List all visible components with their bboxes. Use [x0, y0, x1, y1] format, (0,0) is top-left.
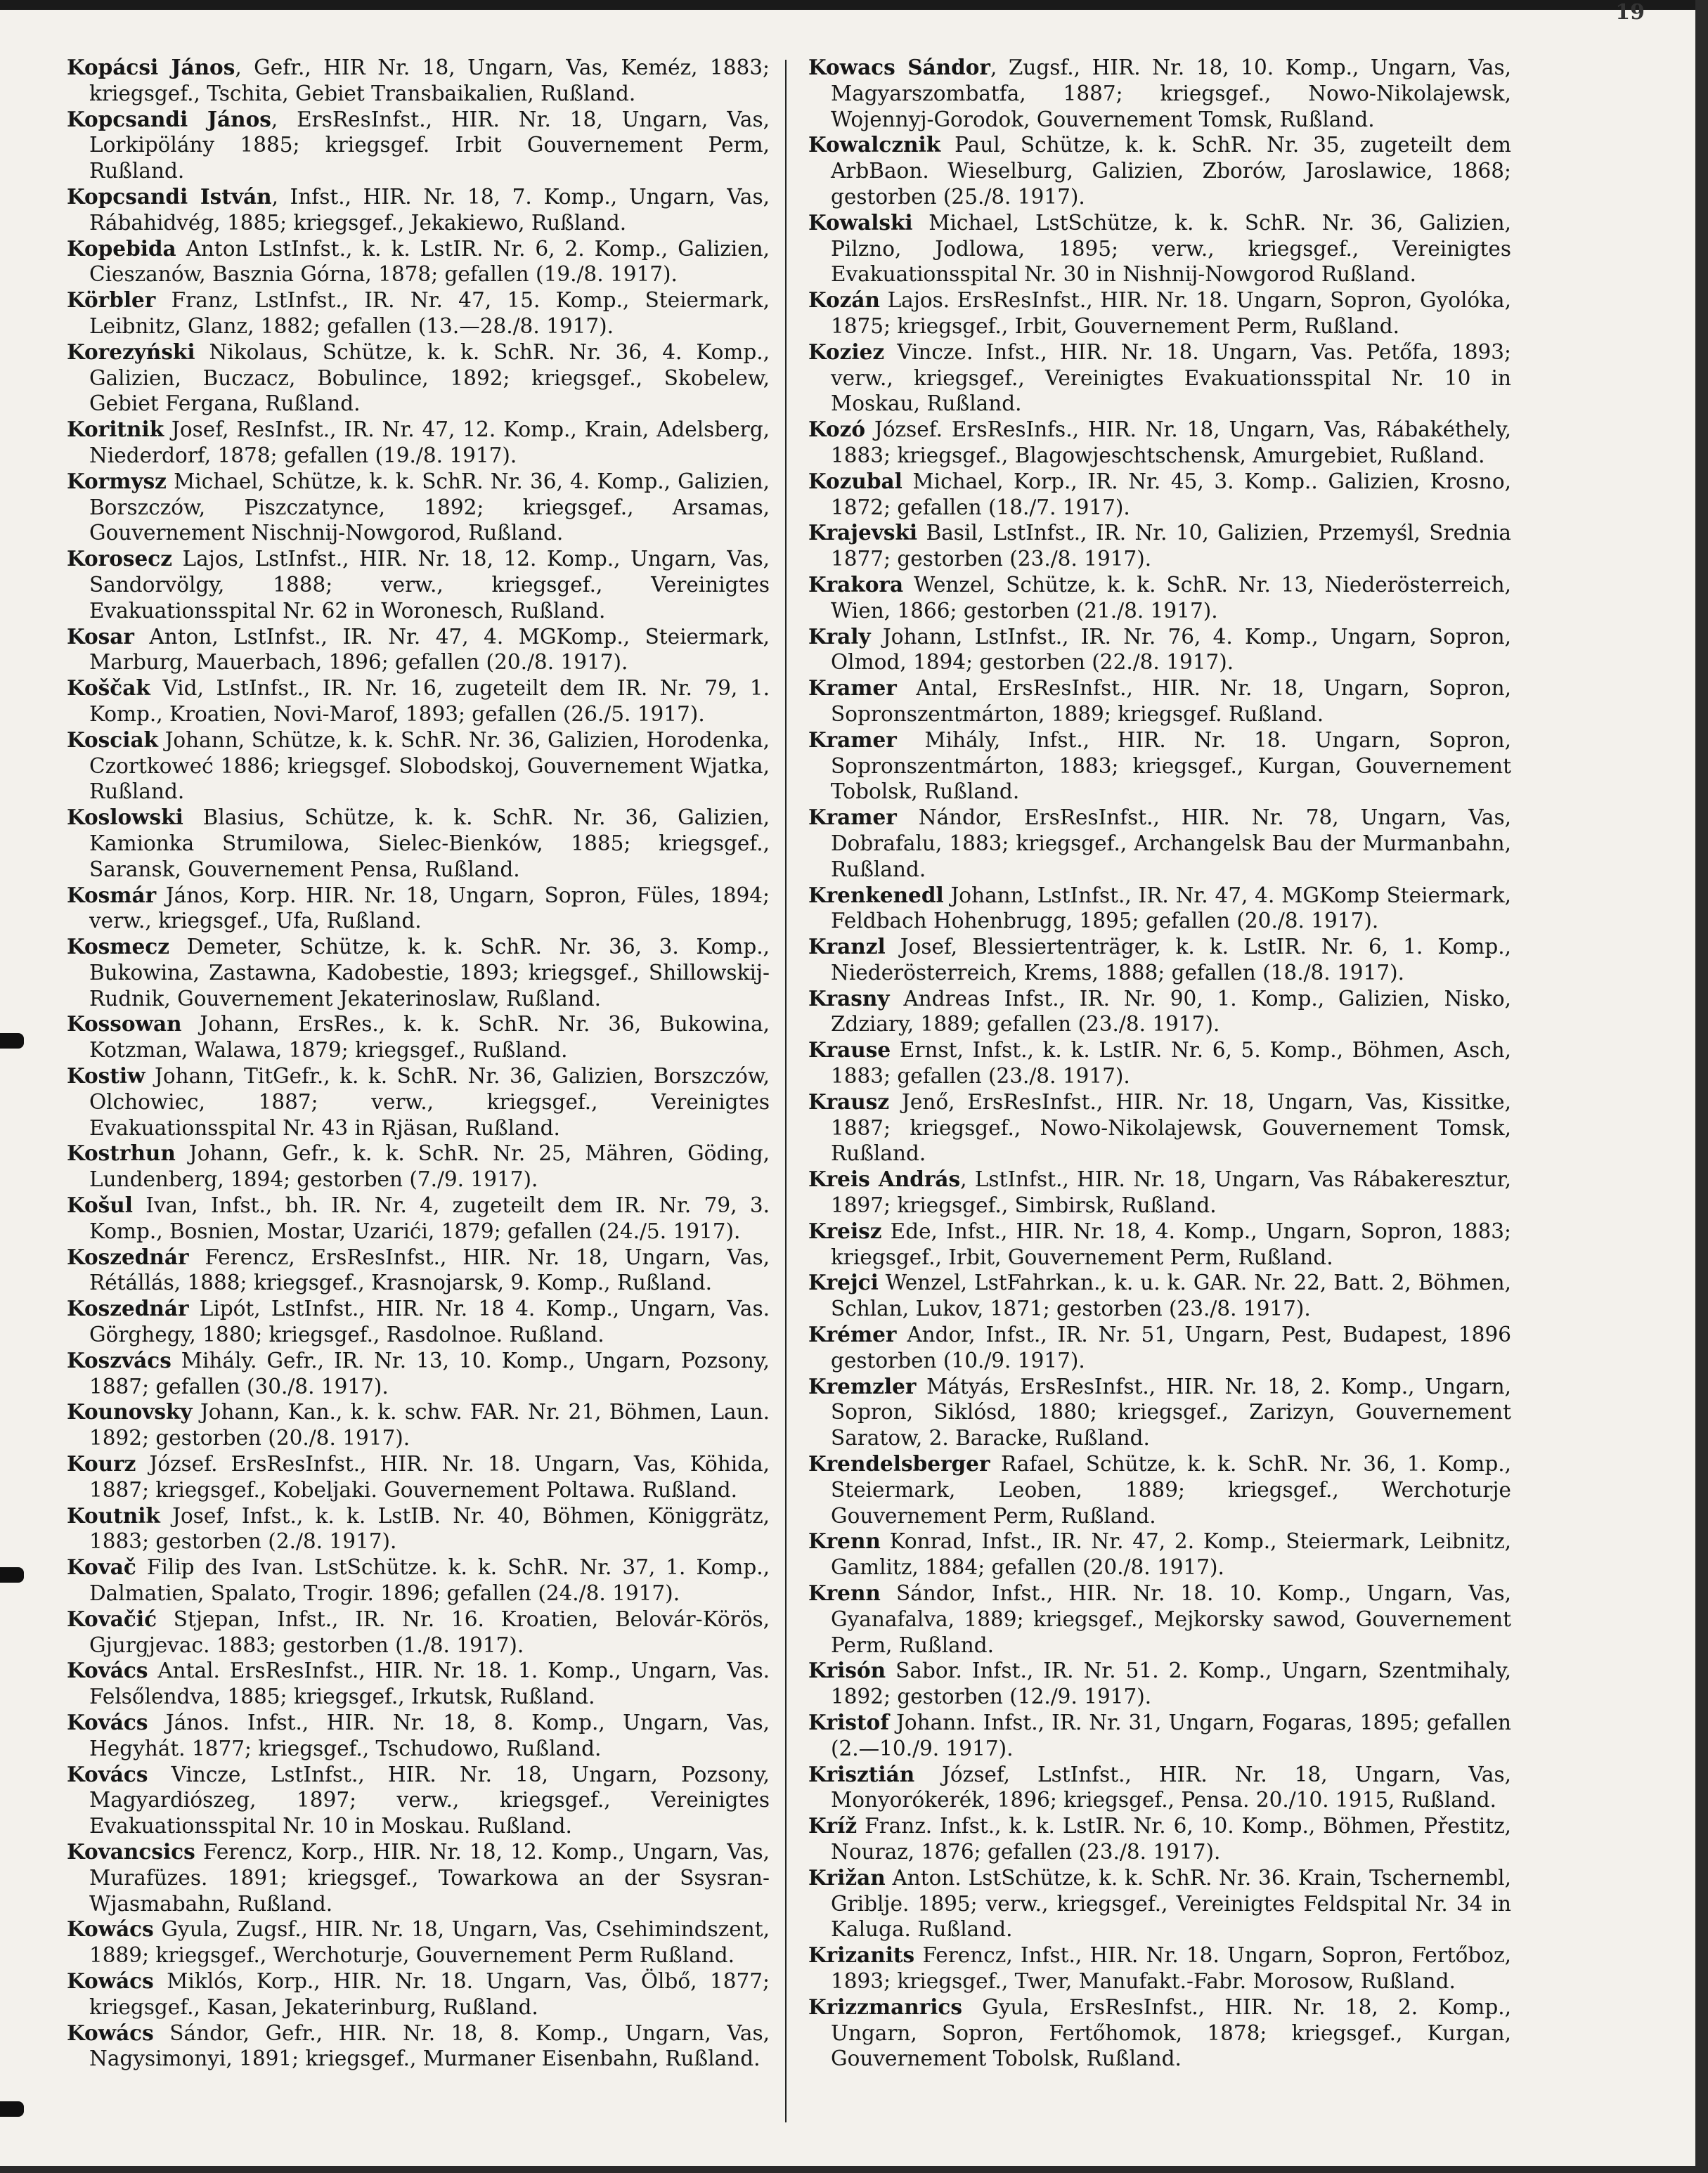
entry-surname: Kopcsandi István — [67, 183, 272, 209]
register-entry — [67, 1658, 770, 1710]
register-entry — [67, 1968, 770, 2020]
register-entry — [67, 675, 770, 727]
entry-surname: Kovancsics — [67, 1838, 195, 1864]
entry-surname: Kovács — [67, 1710, 148, 1734]
entry-details: Nándor, ErsResInfst., HIR. Nr. 78, Ungarn, Vas, Dobrafalu, 1883; kriegsgef., Archangelsk Bau der Murmanbahn, Rußland. — [831, 805, 1511, 881]
entry-details: Johann, Kan., k. k. schw. FAR. Nr. 21, Böhmen, Laun. 1892; gestorben (20./8. 1917). — [89, 1400, 770, 1451]
register-entry — [67, 1839, 770, 1916]
register-entry — [808, 1942, 1511, 1994]
entry-details: Demeter, Schütze, k. k. SchR. Nr. 36, 3. Komp., Bukowina, Zastawna, Kadobestie, 1893; kriegsgef., Shillowskij-Rudnik, Gouvernement Jekaterinoslaw, Rußland. — [89, 935, 770, 1011]
entry-details: , ErsResInfst., HIR. Nr. 18, Ungarn, Vas, Lorkipölány 1885; kriegsgef. Irbit Gouvernement Perm, Rußland. — [89, 107, 770, 183]
entry-details: Andor, Infst., IR. Nr. 51, Ungarn, Pest, Budapest, 1896 gestorben (10./9. 1917). — [831, 1323, 1511, 1373]
entry-surname: Kopebida — [67, 235, 176, 261]
entry-surname: Kramer — [808, 727, 897, 752]
register-entry — [67, 469, 770, 546]
entry-surname: Kosar — [67, 623, 134, 649]
register-entry — [67, 1555, 770, 1607]
register-entry — [808, 55, 1511, 132]
entry-details: Johann. Infst., IR. Nr. 31, Ungarn, Fogaras, 1895; gefallen (2.—10./9. 1917). — [831, 1711, 1511, 1760]
entry-details: Franz, LstInfst., IR. Nr. 47, 15. Komp., Steiermark, Leibnitz, Glanz, 1882; gefallen (13.—28./8. 1917). — [89, 288, 770, 338]
entry-details: Josef, ResInfst., IR. Nr. 47, 12. Komp., Krain, Adelsberg, Niederdorf, 1878; gefallen (19./8. 1917). — [89, 417, 770, 467]
entry-details: Vid, LstInfst., IR. Nr. 16, zugeteilt dem IR. Nr. 79, 1. Komp., Kroatien, Novi-Marof, 1893; gefallen (26./5. 1917). — [89, 676, 770, 726]
register-entry — [67, 339, 770, 417]
register-entry — [67, 624, 770, 676]
entry-surname: Krenn — [808, 1581, 881, 1606]
entry-details: Josef, Blessiertenträger, k. k. LstIR. Nr. 6, 1. Komp., Niederösterreich, Krems, 1888; gefallen (18./8. 1917). — [831, 935, 1511, 985]
register-entry — [67, 287, 770, 339]
entry-surname: Kossowan — [67, 1011, 182, 1037]
entry-surname: Krenkenedl — [808, 882, 944, 907]
register-entry — [808, 1994, 1511, 2072]
entry-surname: Krause — [808, 1037, 891, 1063]
page-edge-bottom — [0, 2166, 1708, 2173]
entry-details: Blasius, Schütze, k. k. SchR. Nr. 36, Galizien, Kamionka Strumilowa, Sielec-Bienków, 1885; kriegsgef., Saransk, Gouvernement Pensa, Rußland. — [89, 805, 770, 881]
register-entry — [808, 132, 1511, 209]
entry-surname: Koszvács — [67, 1347, 172, 1373]
register-entry — [808, 1451, 1511, 1529]
entry-details: Jenő, ErsResInfst., HIR. Nr. 18, Ungarn, Vas, Kissitke, 1887; kriegsgef., Nowo-Nikolajewsk, Gouvernement Tomsk, Rußland. — [831, 1089, 1511, 1166]
entry-details: Wenzel, LstFahrkan., k. u. k. GAR. Nr. 22, Batt. 2, Böhmen, Schlan, Lukov, 1871; gestorben (23./8. 1917). — [831, 1271, 1511, 1321]
entry-details: Johann, TitGefr., k. k. SchR. Nr. 36, Galizien, Borszczów, Olchowiec, 1887; verw., kriegsgef., Vereinigtes Evakuationsspital Nr. 43 in Rjäsan, Rußland. — [89, 1064, 770, 1140]
register-entry — [67, 805, 770, 882]
entry-details: , Zugsf., HIR. Nr. 18, 10. Komp., Ungarn, Vas, Magyarszombatfa, 1887; kriegsgef., Nowo-Nikolajewsk, Wojennyj-Gorodok, Gouvernement Tomsk, Rußland. — [831, 56, 1512, 131]
entry-details: Mihály. Gefr., IR. Nr. 13, 10. Komp., Ungarn, Pozsony, 1887; gefallen (30./8. 1917). — [89, 1348, 770, 1399]
entry-surname: Kopácsi János — [67, 55, 235, 79]
entry-details: Anton. LstSchütze, k. k. SchR. Nr. 36. Krain, Tschernembl, Griblje. 1895; verw., kriegsgef., Vereinigtes Feldspital Nr. 34 in Kaluga. Rußland. — [831, 1865, 1511, 1942]
entry-details: Michael, Schütze, k. k. SchR. Nr. 36, 4. Komp., Galizien, Borszczów, Piszczatynce, 1892; kriegsgef., Arsamas, Gouvernement Nischnij-Nowgorod, Rußland. — [89, 469, 770, 545]
entry-surname: Kristof — [808, 1710, 889, 1734]
right-column — [808, 55, 1511, 2072]
entry-surname: Krizanits — [808, 1942, 915, 1968]
entry-surname: Kranzl — [808, 934, 886, 959]
entry-details: , Infst., HIR. Nr. 18, 7. Komp., Ungarn, Vas, Rábahidvég, 1885; kriegsgef., Jekakiewo, Rußland. — [89, 184, 770, 235]
register-entry — [67, 1141, 770, 1193]
register-entry — [808, 520, 1511, 572]
register-entry — [67, 546, 770, 623]
entry-surname: Koszednár — [67, 1296, 189, 1321]
register-entry — [67, 1348, 770, 1400]
entry-details: Ferencz, Korp., HIR. Nr. 18, 12. Komp., Ungarn, Vas, Murafüzes. 1891; kriegsgef., Towarkowa an der Ssysran-Wjasmabahn, Rußland. — [89, 1839, 770, 1916]
entry-surname: Kosciak — [67, 727, 158, 752]
entry-details: Johann, Schütze, k. k. SchR. Nr. 36, Galizien, Horodenka, Czortkoweć 1886; kriegsgef. Slobodskoj, Gouvernement Wjatka, Rußland. — [89, 727, 770, 804]
entry-surname: Krémer — [808, 1322, 897, 1347]
entry-details: Konrad, Infst., IR. Nr. 47, 2. Komp., Steiermark, Leibnitz, Gamlitz, 1884; gefallen (20./8. 1917). — [831, 1529, 1511, 1580]
register-entry — [67, 55, 770, 107]
page-edge-top — [0, 0, 1708, 10]
entry-details: Ivan, Infst., bh. IR. Nr. 4, zugeteilt dem IR. Nr. 79, 3. Komp., Bosnien, Mostar, Uzarići, 1879; gefallen (24./5. 1917). — [89, 1193, 770, 1243]
entry-details: József. ErsResInfs., HIR. Nr. 18, Ungarn, Vas, Rábakéthely, 1883; kriegsgef., Blagowjeschtschensk, Amurgebiet, Rußland. — [831, 417, 1511, 467]
register-entry — [67, 184, 770, 236]
entry-surname: Kramer — [808, 675, 897, 701]
register-entry — [67, 1399, 770, 1451]
register-entry — [67, 1710, 770, 1762]
binding-mark-2 — [0, 1567, 24, 1583]
entry-surname: Kreis András — [808, 1167, 961, 1192]
register-entry — [67, 1011, 770, 1063]
binding-mark-3 — [0, 2101, 24, 2117]
entry-details: Johann, ErsRes., k. k. SchR. Nr. 36, Bukowina, Kotzman, Walawa, 1879; kriegsgef., Rußland. — [89, 1012, 770, 1063]
entry-surname: Körbler — [67, 287, 156, 313]
entry-details: Lajos, LstInfst., HIR. Nr. 18, 12. Komp., Ungarn, Vas, Sandorvölgy, 1888; verw., kriegsgef., Vereinigtes Evakuationsspital Nr. 62 in Woronesch, Rußland. — [89, 547, 770, 623]
entry-surname: Kowalcznik — [808, 132, 941, 157]
entry-details: Vincze. Infst., HIR. Nr. 18. Ungarn, Vas. Petőfa, 1893; verw., kriegsgef., Vereinigtes Evakuationsspital Nr. 10 in Moskau, Rußland. — [831, 339, 1511, 416]
register-entry — [808, 1813, 1511, 1865]
entry-surname: Kowács — [67, 1968, 154, 1993]
entry-surname: Kramer — [808, 805, 897, 830]
column-divider — [785, 60, 787, 2122]
entry-surname: Kreisz — [808, 1218, 882, 1243]
entry-surname: Krisztián — [808, 1761, 915, 1786]
register-entry — [808, 1865, 1511, 1942]
register-entry — [67, 727, 770, 805]
entry-surname: Kosmecz — [67, 934, 169, 959]
entry-surname: Krejci — [808, 1270, 879, 1295]
entry-details: Stjepan, Infst., IR. Nr. 16. Kroatien, Belovár-Körös, Gjurgjevac. 1883; gestorben (1./8. 1917). — [89, 1607, 770, 1657]
entry-details: Johann, Gefr., k. k. SchR. Nr. 25, Mähren, Göding, Lundenberg, 1894; gestorben (7./9. 1917). — [89, 1141, 770, 1192]
entry-details: Josef, Infst., k. k. LstIB. Nr. 40, Böhmen, Königgrätz, 1883; gestorben (2./8. 1917). — [89, 1503, 770, 1554]
register-entry — [808, 805, 1511, 882]
register-entry — [808, 1710, 1511, 1762]
register-entry — [67, 1503, 770, 1555]
entry-surname: Koslowski — [67, 805, 183, 830]
entry-surname: Krakora — [808, 571, 904, 597]
entry-surname: Kowalski — [808, 209, 913, 235]
register-entry — [808, 1581, 1511, 1658]
register-entry — [67, 1762, 770, 1839]
entry-surname: Krizzmanrics — [808, 1994, 962, 2019]
entry-surname: Kovačić — [67, 1606, 157, 1631]
entry-surname: Koszednár — [67, 1244, 189, 1269]
entry-surname: Krenn — [808, 1529, 881, 1554]
entry-details: Gyula, ErsResInfst., HIR. Nr. 18, 2. Komp., Ungarn, Sopron, Fertőhomok, 1878; kriegsgef., Kurgan, Gouvernement Tobolsk, Rußland. — [831, 1994, 1511, 2071]
entry-details: Filip des Ivan. LstSchütze. k. k. SchR. Nr. 37, 1. Komp., Dalmatien, Spalato, Trogir. 1896; gefallen (24./8. 1917). — [89, 1555, 770, 1606]
entry-details: Johann, LstInfst., IR. Nr. 47, 4. MGKomp Steiermark, Feldbach Hohenbrugg, 1895; gefallen (20./8. 1917). — [831, 883, 1511, 933]
entry-surname: Kourz — [67, 1451, 136, 1477]
register-entry — [808, 417, 1511, 469]
entry-details: Ede, Infst., HIR. Nr. 18, 4. Komp., Ungarn, Sopron, 1883; kriegsgef., Irbit, Gouvernement Perm, Rußland. — [831, 1219, 1511, 1269]
register-entry — [808, 675, 1511, 727]
entry-surname: Koščak — [67, 675, 150, 701]
register-entry — [808, 1219, 1511, 1271]
entry-surname: Košul — [67, 1193, 133, 1218]
entry-details: Paul, Schütze, k. k. SchR. Nr. 35, zugeteilt dem ArbBaon. Wieselburg, Galizien, Zborów, Jaroslawice, 1868; gestorben (25./8. 1917). — [831, 133, 1511, 209]
register-entry — [67, 1916, 770, 1968]
entry-surname: Kostrhun — [67, 1141, 176, 1166]
entry-details: Antal. ErsResInfst., HIR. Nr. 18. 1. Komp., Ungarn, Vas. Felsőlendva, 1885; kriegsgef., Irkutsk, Rußland. — [89, 1659, 770, 1709]
entry-surname: Krajevski — [808, 520, 918, 545]
entry-surname: Koutnik — [67, 1503, 160, 1528]
entry-surname: Krendelsberger — [808, 1451, 990, 1477]
entry-surname: Kosmár — [67, 882, 157, 907]
register-entry — [808, 1037, 1511, 1089]
entry-surname: Kostiw — [67, 1063, 145, 1089]
entry-details: Rafael, Schütze, k. k. SchR. Nr. 36, 1. Komp., Steiermark, Leoben, 1889; kriegsgef., Werchoturje Gouvernement Perm, Rußland. — [831, 1452, 1511, 1528]
entry-surname: Kozó — [808, 417, 866, 442]
entry-surname: Kormysz — [67, 468, 167, 493]
entry-details: Antal, ErsResInfst., HIR. Nr. 18, Ungarn, Sopron, Sopronszentmárton, 1889; kriegsgef. Rußland. — [831, 676, 1511, 726]
entry-details: Nikolaus, Schütze, k. k. SchR. Nr. 36, 4. Komp., Galizien, Buczacz, Bobulince, 1892; kriegsgef., Skobelew, Gebiet Fergana, Rußland. — [89, 339, 770, 416]
entry-details: János, Korp. HIR. Nr. 18, Ungarn, Sopron, Füles, 1894; verw., kriegsgef., Ufa, Rußland. — [89, 883, 770, 933]
entry-details: Mihály, Infst., HIR. Nr. 18. Ungarn, Sopron, Sopronszentmárton, 1883; kriegsgef., Kurgan, Gouvernement Tobolsk, Rußland. — [831, 727, 1511, 804]
register-entry — [808, 986, 1511, 1038]
entry-details: Ferencz, Infst., HIR. Nr. 18. Ungarn, Sopron, Fertőboz, 1893; kriegsgef., Twer, Manufakt.-Fabr. Morosow, Rußland. — [831, 1943, 1511, 1993]
entry-details: Sabor. Infst., IR. Nr. 51. 2. Komp., Ungarn, Szentmihaly, 1892; gestorben (12./9. 1917). — [831, 1659, 1511, 1709]
register-entry — [808, 572, 1511, 624]
register-entry — [808, 934, 1511, 986]
register-entry — [808, 1762, 1511, 1814]
entry-details: Michael, LstSchütze, k. k. SchR. Nr. 36, Galizien, Pilzno, Jodlowa, 1895; verw., kriegsgef., Vereinigtes Evakuationsspital Nr. 30 in Nishnij-Nowgorod Rußland. — [831, 210, 1511, 287]
entry-surname: Kremzler — [808, 1373, 917, 1399]
entry-details: Anton, LstInfst., IR. Nr. 47, 4. MGKomp., Steiermark, Marburg, Mauerbach, 1896; gefallen (20./8. 1917). — [89, 624, 770, 675]
entry-surname: Kowács — [67, 1916, 154, 1942]
entry-surname: Kovač — [67, 1555, 136, 1580]
binding-mark-1 — [0, 1033, 24, 1049]
entry-details: Sándor, Gefr., HIR. Nr. 18, 8. Komp., Ungarn, Vas, Nagysimonyi, 1891; kriegsgef., Murmaner Eisenbahn, Rußland. — [89, 2020, 770, 2071]
entry-details: Vincze, LstInfst., HIR. Nr. 18, Ungarn, Pozsony, Magyardiószeg, 1897; verw., kriegsgef., Vereinigtes Evakuationsspital Nr. 10 in Moskau. Rußland. — [89, 1762, 770, 1838]
register-entry — [808, 469, 1511, 521]
entry-surname: Kopcsandi János — [67, 106, 271, 131]
entry-details: Lipót, LstInfst., HIR. Nr. 18 4. Komp., Ungarn, Vas. Görghegy, 1880; kriegsgef., Rasdolnoe. Rußland. — [89, 1297, 770, 1347]
entry-details: , LstInfst., HIR. Nr. 18, Ungarn, Vas Rábakeresztur, 1897; kriegsgef., Simbirsk, Rußland. — [831, 1167, 1511, 1218]
register-entry — [67, 1245, 770, 1297]
entry-surname: Krisón — [808, 1658, 886, 1683]
register-entry — [67, 2020, 770, 2073]
entry-surname: Kowács — [67, 2020, 154, 2045]
entry-surname: Krausz — [808, 1089, 890, 1114]
register-entry — [67, 417, 770, 469]
left-column — [67, 55, 770, 2072]
page-edge-right — [1695, 0, 1708, 2173]
register-entry — [808, 1658, 1511, 1710]
register-entry — [808, 1270, 1511, 1322]
entry-details: József, LstInfst., HIR. Nr. 18, Ungarn, Vas, Monyorókerék, 1896; kriegsgef., Pensa. 20./10. 1915, Rußland. — [831, 1762, 1511, 1812]
register-entry — [808, 624, 1511, 676]
entry-surname: Kovács — [67, 1658, 148, 1683]
entry-details: Andreas Infst., IR. Nr. 90, 1. Komp., Galizien, Nisko, Zdziary, 1889; gefallen (23./8. 1917). — [831, 986, 1511, 1037]
entry-surname: Križan — [808, 1864, 886, 1890]
register-entry — [67, 107, 770, 184]
entry-details: Johann, LstInfst., IR. Nr. 76, 4. Komp., Ungarn, Sopron, Olmod, 1894; gestorben (22./8. 1917). — [831, 624, 1511, 675]
entry-surname: Kríž — [808, 1813, 858, 1838]
register-entry — [808, 727, 1511, 805]
entry-surname: Korezyński — [67, 339, 195, 364]
register-entry — [808, 1374, 1511, 1451]
register-entry — [67, 934, 770, 1011]
page-corner-number: 19 — [1615, 0, 1645, 25]
entry-surname: Korosecz — [67, 546, 172, 571]
entry-details: Franz. Infst., k. k. LstIR. Nr. 6, 10. Komp., Böhmen, Přestitz, Nouraz, 1876; gefallen (23./8. 1917). — [831, 1814, 1511, 1864]
register-entry — [67, 1063, 770, 1141]
register-entry — [67, 1296, 770, 1348]
entry-details: Lajos. ErsResInfst., HIR. Nr. 18. Ungarn, Sopron, Gyolóka, 1875; kriegsgef., Irbit, Gouvernement Perm, Rußland. — [831, 288, 1511, 338]
register-entry — [67, 883, 770, 935]
entry-details: József. ErsResInfst., HIR. Nr. 18. Ungarn, Vas, Köhida, 1887; kriegsgef., Kobeljaki. Gouvernement Poltawa. Rußland. — [89, 1452, 770, 1502]
entry-details: Ernst, Infst., k. k. LstIR. Nr. 6, 5. Komp., Böhmen, Asch, 1883; gefallen (23./8. 1917). — [831, 1038, 1511, 1089]
entry-details: Michael, Korp., IR. Nr. 45, 3. Komp.. Galizien, Krosno, 1872; gefallen (18./7. 1917). — [831, 469, 1511, 519]
register-entry — [67, 1607, 770, 1659]
register-entry — [808, 287, 1511, 339]
register-entry — [808, 210, 1511, 287]
register-entry — [808, 1167, 1511, 1219]
entry-surname: Kounovsky — [67, 1399, 193, 1425]
entry-surname: Koziez — [808, 339, 885, 364]
register-entry — [808, 1322, 1511, 1374]
entry-surname: Kovács — [67, 1761, 148, 1786]
entry-details: , Gefr., HIR Nr. 18, Ungarn, Vas, Keméz, 1883; kriegsgef., Tschita, Gebiet Transbaikalien, Rußland. — [89, 56, 770, 105]
register-entry — [67, 1451, 770, 1503]
entry-details: Anton LstInfst., k. k. LstIR. Nr. 6, 2. Komp., Galizien, Cieszanów, Basznia Górna, 1878; gefallen (19./8. 1917). — [89, 236, 770, 287]
entry-details: János. Infst., HIR. Nr. 18, 8. Komp., Ungarn, Vas, Hegyhát. 1877; kriegsgef., Tschudowo, Rußland. — [89, 1711, 770, 1760]
entry-details: Sándor, Infst., HIR. Nr. 18. 10. Komp., Ungarn, Vas, Gyanafalva, 1889; kriegsgef., Mejkorsky sawod, Gouvernement Perm, Rußland. — [831, 1581, 1511, 1657]
entry-details: Gyula, Zugsf., HIR. Nr. 18, Ungarn, Vas, Csehimindszent, 1889; kriegsgef., Werchoturje, Gouvernement Perm Rußland. — [89, 1917, 770, 1968]
register-entry — [808, 883, 1511, 935]
entry-surname: Kraly — [808, 623, 871, 649]
entry-surname: Kowacs Sándor — [808, 55, 990, 79]
entry-details: Ferencz, ErsResInfst., HIR. Nr. 18, Ungarn, Vas, Rétállás, 1888; kriegsgef., Krasnojarsk, 9. Komp., Rußland. — [89, 1245, 770, 1295]
register-entry — [808, 1089, 1511, 1167]
entry-details: Wenzel, Schütze, k. k. SchR. Nr. 13, Niederösterreich, Wien, 1866; gestorben (21./8. 1917). — [831, 572, 1511, 623]
entry-details: Miklós, Korp., HIR. Nr. 18. Ungarn, Vas, Ölbő, 1877; kriegsgef., Kasan, Jekaterinburg, Rußland. — [89, 1968, 770, 2019]
entry-surname: Kozubal — [808, 468, 902, 493]
entry-surname: Krasny — [808, 985, 890, 1011]
entry-surname: Koritnik — [67, 417, 164, 442]
entry-surname: Kozán — [808, 287, 880, 313]
register-entry — [67, 236, 770, 288]
register-entry — [808, 339, 1511, 417]
register-entry — [67, 1193, 770, 1245]
entry-details: Mátyás, ErsResInfst., HIR. Nr. 18, 2. Komp., Ungarn, Sopron, Siklósd, 1880; kriegsgef., Zarizyn, Gouvernement Saratow, 2. Baracke, Rußland. — [831, 1374, 1511, 1451]
entry-details: Basil, LstInfst., IR. Nr. 10, Galizien, Przemyśl, Srednia 1877; gestorben (23./8. 1917). — [831, 521, 1511, 571]
register-entry — [808, 1529, 1511, 1581]
